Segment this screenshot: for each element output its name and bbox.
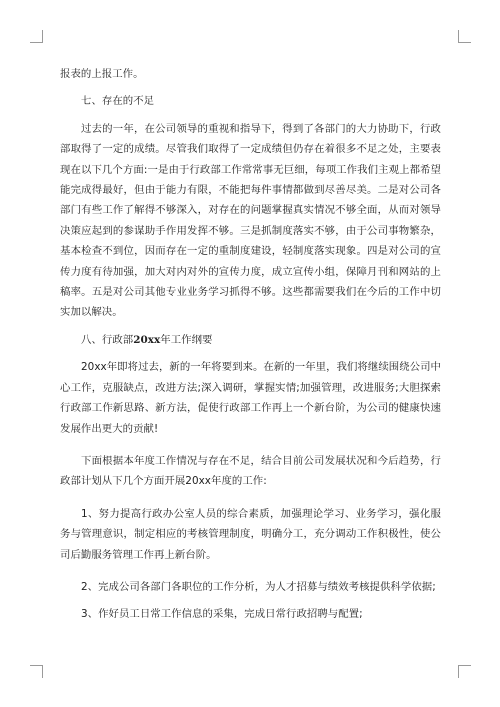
list-item-3: 3、作好员工日常工作信息的采集，完成日常行政招聘与配置; [81, 608, 363, 621]
paragraph-new-year: 20xx年即将过去，新的一年将要到来。在新的一年里，我们将继续围绕公司中心工作，克服缺点，改进方法;深入调研，掌握实情;加强管理，改进服务;大胆探索行政部工作新思路、新方法，促使行政部工作再上一个新台阶，为公司的健康快速发展作出更大的贡献! [60, 361, 441, 435]
paragraph-continuation: 报表的上报工作。 [60, 68, 144, 80]
section-heading-eight [60, 330, 441, 350]
heading-eight-year: 20xx [133, 333, 161, 346]
list-item-1: 1、努力提高行政办公室人员的综合素质，加强理论学习、业务学习，强化服务与管理意识，制定相应的考核管理制度，明确分工，充分调动工作积极性，使公司后勤服务管理工作再上新台阶。 [60, 507, 441, 561]
crop-mark-bottom-right [458, 665, 471, 678]
crop-mark-top-left [30, 30, 43, 43]
heading-eight-prefix: 八、行政部 [81, 333, 134, 346]
list-item-2: 2、完成公司各部门各职位的工作分析，为人才招募与绩效考核提供科学依据; [81, 580, 436, 593]
heading-eight-suffix: 年工作纲要 [160, 333, 213, 346]
crop-mark-bottom-left [30, 665, 43, 678]
paragraph-shortcomings: 过去的一年，在公司领导的重视和指导下，得到了各部门的大力协助下，行政部取得了一定的成绩。尽管我们取得了一定成绩但仍存在着很多不足之处，主要表现在以下几个方面:一是由于行政部工作常常事无巨细，每项工作我们主观上都希望能完成得最好，但由于能力有限，不能把每件事情都做到尽善尽美。二是对公司各部门有些工作了解得不够深入，对存在的问题掌握真实情况不够全面，从而对领导决策应起到的参谋助手作用发挥不够。三是抓制度落实不够，由于公司事物繁杂，基本检查不到位，因而存在一定的重制度建设，轻制度落实现象。四是对公司的宣传力度有待加强，加大对内对外的宣传力度，成立宣传小组，保障月刊和网站的上稿率。五是对公司其他专业业务学习抓得不够。这些都需要我们在今后的工作中切实加以解决。 [60, 122, 441, 319]
crop-mark-top-right [458, 30, 471, 43]
document-body [60, 64, 441, 625]
section-heading-seven: 七、存在的不足 [81, 95, 155, 108]
paragraph-plan-intro: 下面根据本年度工作情况与存在不足，结合目前公司发展状况和今后趋势，行政部计划从下几个方面开展20xx年度的工作: [60, 454, 441, 488]
